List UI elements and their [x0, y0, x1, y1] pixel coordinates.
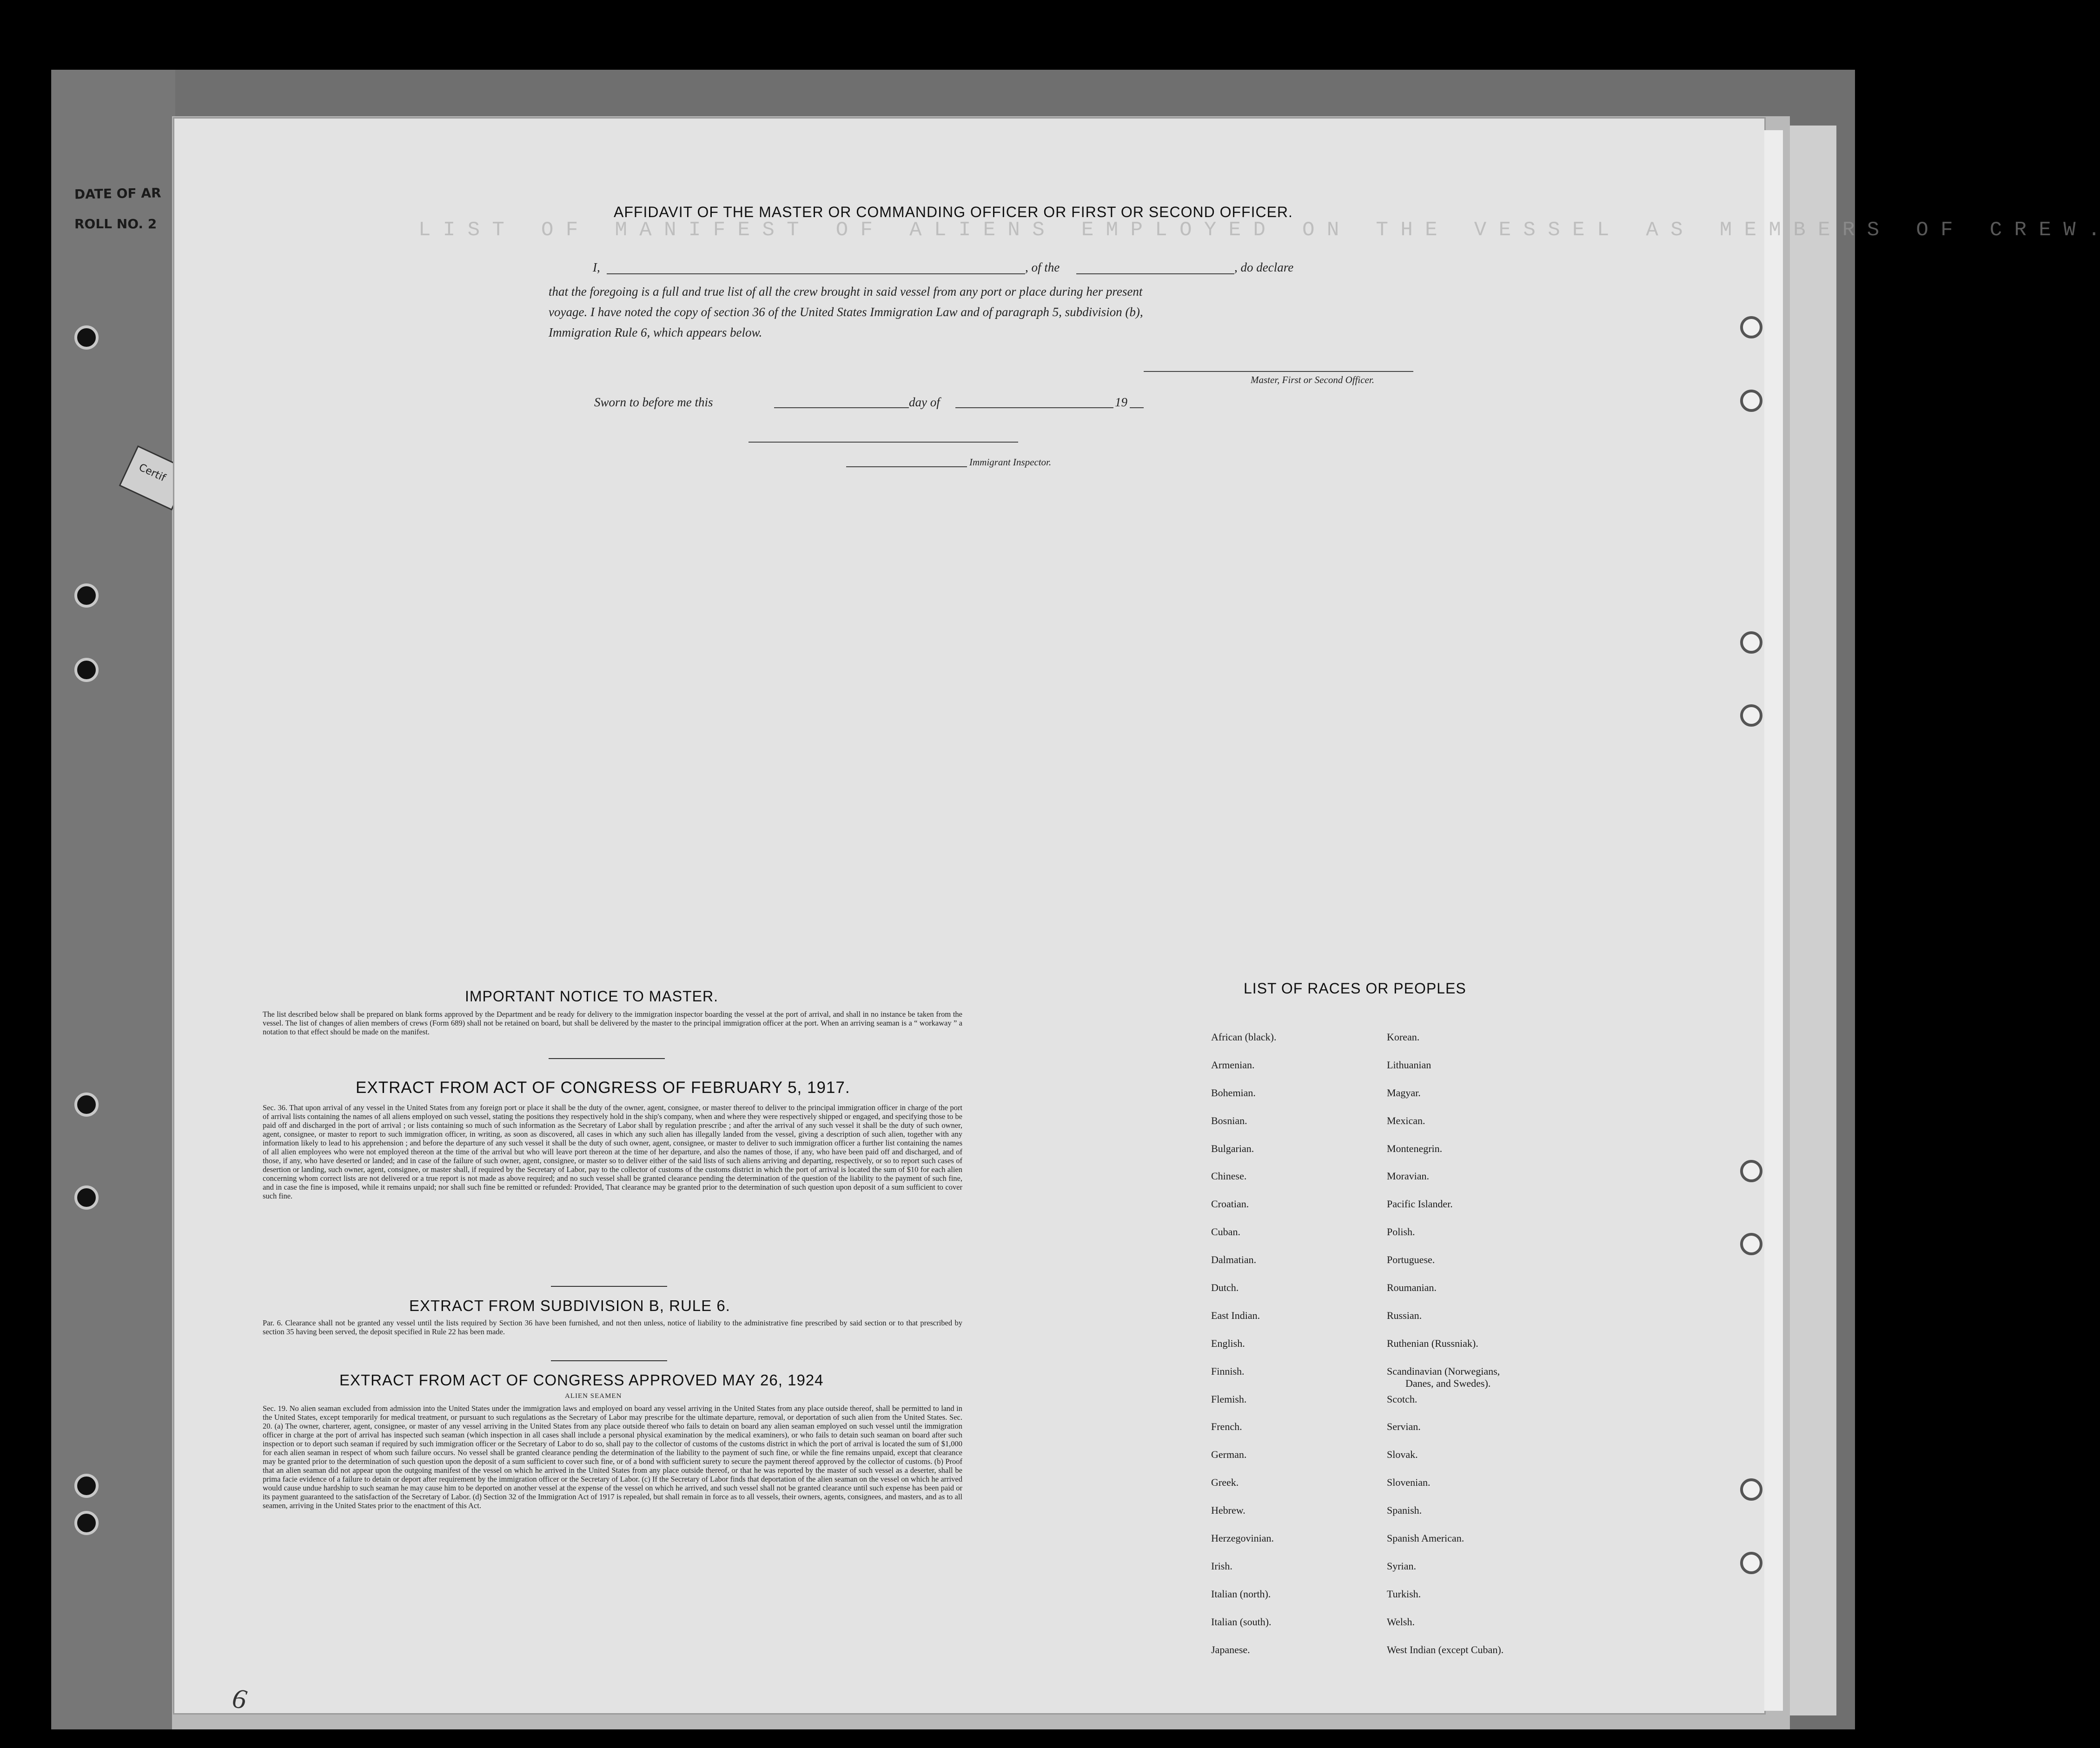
- punch-ring: [1740, 390, 1762, 412]
- extract-1917-body: Sec. 36. That upon arrival of any vessel in the United States from any foreign port or place it shall be the duty of the owner, agent, consignee, or master thereof to deliver to the principal immigration officer in charge of the port of arrival lists containing the names of all aliens employed on such vessel, stating the positions they respectively hold in the ship's company, when and where they were respectively shipped or engaged, and specifying those to be paid off and discharged in the port of arrival ; or lists containing so much of such information as the Secretary of Labor shall by regulation prescribe ; and after the arrival of any such vessel it shall be the duty of such owner, agent, consignee, or master to report to such immigration officer, in writing, as soon as discovered, all cases in which any such alien has illegally landed from the vessel, giving a description of such alien, together with any information likely to lead to his apprehension ; and before the departure of any such vessel it shall be the duty of such owner, agent, consignee, or master to deliver to such immigration officer a further list containing the names of all alien employees who were not employed thereon at the time of the arrival but who will leave port thereon at the time of her departure, and also the names of those, if any, who have been paid off and discharged, and of those, if any, who have deserted or landed; and in case of the failure of such owner, agent, consignee, or master so to deliver either of the said lists of such aliens arriving and departing, respectively, or so to report such cases of desertion or landing, such owner, agent, consignee, or master shall, if required by the Secretary of Labor, pay to the collector of customs of the customs district in which the port of arrival is located the sum of $10 for each alien concerning whom correct lists are not delivered or a true report is not made as above required; and no such vessel shall be granted clearance pending the determination of the question of the liability to the payment of such fine, and in case the fine is imposed, while it remains unpaid; nor shall such fine be remitted or refunded: Provided, That clearance may be granted prior to the determination of such question upon deposit of a sum sufficient to cover such fine.: [263, 1103, 962, 1200]
- race-item: Scandinavian (Norwegians,: [1387, 1365, 1500, 1377]
- bleed-through-heading: L I S T O F M A N I F E S T O F A L I E N S E M P L O Y E D O N T H E V E S S E L A S M E M B E R S O F C R E W .: [418, 218, 2100, 242]
- race-item: African (black).: [1211, 1031, 1277, 1043]
- race-item: Roumanian.: [1387, 1282, 1437, 1294]
- punch-ring: [1740, 1160, 1762, 1182]
- race-item: Welsh.: [1387, 1616, 1415, 1628]
- race-item: Finnish.: [1211, 1365, 1245, 1377]
- race-item: Italian (south).: [1211, 1616, 1272, 1628]
- race-item: Cuban.: [1211, 1226, 1240, 1238]
- race-item: Korean.: [1387, 1031, 1420, 1043]
- race-item: Portuguese.: [1387, 1254, 1435, 1266]
- race-item: Greek.: [1211, 1477, 1239, 1489]
- race-item: Servian.: [1387, 1421, 1421, 1433]
- sworn-month-blank: [955, 407, 1113, 408]
- race-item: Russian.: [1387, 1309, 1422, 1321]
- extract-1917-title: EXTRACT FROM ACT OF CONGRESS OF FEBRUARY 5, 1917.: [356, 1079, 850, 1097]
- punch-ring: [1740, 1478, 1762, 1501]
- race-item: Bohemian.: [1211, 1086, 1256, 1099]
- notice-title: IMPORTANT NOTICE TO MASTER.: [465, 988, 718, 1005]
- section-divider: [549, 1058, 665, 1059]
- extract-1924-title: EXTRACT FROM ACT OF CONGRESS APPROVED MAY 26, 1924: [339, 1371, 824, 1389]
- punch-ring: [1740, 704, 1762, 727]
- race-item: Flemish.: [1211, 1393, 1247, 1405]
- punch-hole: [74, 1474, 99, 1498]
- punch-hole: [74, 1511, 99, 1535]
- punch-ring: [1740, 631, 1762, 654]
- margin-note: 6: [230, 1682, 249, 1715]
- race-item: West Indian (except Cuban).: [1387, 1643, 1504, 1655]
- officer-signature-line: [1144, 371, 1413, 372]
- race-item: Pacific Islander.: [1387, 1198, 1453, 1210]
- races-title: LIST OF RACES OR PEOPLES: [1244, 980, 1466, 997]
- race-item: Danes, and Swedes).: [1405, 1377, 1491, 1389]
- name-blank: [607, 273, 1025, 274]
- race-item: Polish.: [1387, 1226, 1415, 1238]
- punch-hole: [74, 583, 99, 608]
- races-column-2: [1387, 1031, 1504, 1671]
- inspector-name-line: [846, 466, 967, 467]
- punch-hole: [74, 658, 99, 682]
- races-column-1: [1211, 1031, 1276, 1671]
- affidavit-line1-end: , do declare: [1234, 260, 1294, 274]
- race-item: German.: [1211, 1449, 1247, 1461]
- race-item: Croatian.: [1211, 1198, 1249, 1210]
- subdivision-body: Par. 6. Clearance shall not be granted any vessel until the lists required by Section 36 have been furnished, and not then unless, notice of liability to the administrative fine prescribed by said section or to that prescribed by section 35 having been served, the deposit specified in Rule 22 has been made.: [263, 1318, 962, 1336]
- race-item: Lithuanian: [1387, 1059, 1431, 1071]
- notice-body: The list described below shall be prepared on blank forms approved by the Department and be ready for delivery to the immigration inspector boarding the vessel at the port of arrival, and shall in no instance be taken from the vessel. The list of changes of alien members of crews (Form 689) shall not be retained on board, but shall be delivered by the master to the principal immigration officer at the port. When an arriving seaman is a “ workaway ” a notation to that effect should be made on the manifest.: [263, 1010, 962, 1036]
- punch-hole: [74, 1092, 99, 1117]
- inspector-caption: Immigrant Inspector.: [969, 457, 1052, 468]
- affidavit-line3: voyage. I have noted the copy of section 36 of the United States Immigration Law and of paragraph 5, subdivision (b),: [549, 305, 1143, 319]
- punch-ring: [1740, 1233, 1762, 1255]
- race-item: Bosnian.: [1211, 1114, 1247, 1126]
- sworn-date-blank: [774, 407, 909, 408]
- sworn-year: 19: [1115, 395, 1127, 409]
- race-item: Japanese.: [1211, 1643, 1250, 1655]
- affidavit-line1-mid: , of the: [1025, 260, 1060, 274]
- inspector-signature-line: [749, 442, 1018, 443]
- affidavit-line4: Immigration Rule 6, which appears below.: [549, 325, 762, 339]
- stamp-date-label: DATE OF AR: [74, 185, 161, 202]
- page-right-edge: [1764, 130, 1783, 1711]
- sworn-year-blank: [1130, 407, 1144, 408]
- race-item: Montenegrin.: [1387, 1142, 1443, 1154]
- race-item: English.: [1211, 1337, 1245, 1349]
- extract-1924-subtitle: ALIEN SEAMEN: [565, 1392, 622, 1400]
- punch-ring: [1740, 1552, 1762, 1574]
- race-item: Slovak.: [1387, 1449, 1418, 1461]
- race-item: Ruthenian (Russniak).: [1387, 1337, 1478, 1349]
- subdivision-title: EXTRACT FROM SUBDIVISION B, RULE 6.: [409, 1297, 730, 1314]
- left-binding-strip: [52, 70, 175, 1729]
- race-item: Syrian.: [1387, 1560, 1416, 1572]
- sworn-day-of: day of: [909, 395, 940, 409]
- race-item: Chinese.: [1211, 1170, 1247, 1182]
- race-item: Hebrew.: [1211, 1504, 1245, 1516]
- race-item: Turkish.: [1387, 1588, 1421, 1600]
- section-divider: [551, 1286, 667, 1287]
- race-item: French.: [1211, 1421, 1242, 1433]
- punch-hole: [74, 1185, 99, 1210]
- punch-ring: [1740, 316, 1762, 338]
- race-item: Moravian.: [1387, 1170, 1430, 1182]
- officer-caption: Master, First or Second Officer.: [1251, 374, 1374, 385]
- section-divider: [551, 1360, 667, 1361]
- certificate-tab-label: Certif: [137, 461, 167, 484]
- race-item: Italian (north).: [1211, 1588, 1271, 1600]
- race-item: Spanish American.: [1387, 1532, 1464, 1544]
- race-item: Scotch.: [1387, 1393, 1418, 1405]
- extract-1924-body: Sec. 19. No alien seaman excluded from admission into the United States under the immigration laws and employed on board any vessel arriving in the United States from any place outside thereof, shall be permitted to land in the United States, except temporarily for medical treatment, or pursuant to such regulations as the Secretary of Labor may prescribe for the ultimate departure, removal, or deportation of such alien from the United States. Sec. 20. (a) The owner, charterer, agent, consignee, or master of any vessel arriving in the United States from any place outside thereof who fails to detain on board any alien seaman employed on such vessel until the immigration officer in charge at the port of arrival has inspected such seaman (which inspection in all cases shall include a personal physical examination by the medical examiners), or who fails to detain such seaman on board after such inspection or to deport such seaman if required by such immigration officer or the Secretary of Labor to do so, shall pay to the collector of customs of the customs district in which the port of arrival is located the sum of $1,000 for each alien seaman in respect of whom such failure occurs. No vessel shall be granted clearance pending the determination of the liability to the payment of such fine, or while the fine remains unpaid, except that clearance may be granted prior to the determination of such question upon the deposit of a sum sufficient to cover such fine, or of a bond with sufficient surety to secure the payment thereof approved by the collector of customs. (b) Proof that an alien seaman did not appear upon the outgoing manifest of the vessel on which he arrived in the United States from any place outside thereof, or that he was reported by the master of such vessel as a deserter, shall be prima facie evidence of a failure to detain or deport after requirement by the immigration officer or the Secretary of Labor. (c) If the Secretary of Labor finds that deportation of the alien seaman on the vessel on which he arrived would cause undue hardship to such seaman he may cause him to be deported on another vessel at the expense of the vessel on which he arrived, and such vessel shall not be granted clearance until such expense has been paid or its payment guaranteed to the satisfaction of the Secretary of Labor. (d) Section 32 of the Immigration Act of 1917 is repealed, but shall remain in force as to all vessels, their owners, agents, consignees, and masters, and as to all seamen, arriving in the United States prior to the enactment of this Act.: [263, 1404, 962, 1510]
- affidavit-title: AFFIDAVIT OF THE MASTER OR COMMANDING OFFICER OR FIRST OR SECOND OFFICER.: [614, 204, 1293, 220]
- affidavit-line1-start: I,: [593, 260, 600, 274]
- race-item: East Indian.: [1211, 1309, 1260, 1321]
- stamp-roll-label: ROLL NO. 2: [74, 216, 157, 232]
- race-item: Irish.: [1211, 1560, 1232, 1572]
- race-item: Magyar.: [1387, 1086, 1421, 1099]
- race-item: Spanish.: [1387, 1504, 1422, 1516]
- race-item: Armenian.: [1211, 1059, 1255, 1071]
- punch-hole: [74, 325, 99, 350]
- affidavit-line2: that the foregoing is a full and true list of all the crew brought in said vessel from any port or place during her present: [549, 285, 1143, 298]
- race-item: Slovenian.: [1387, 1477, 1431, 1489]
- race-item: Dutch.: [1211, 1282, 1239, 1294]
- vessel-blank: [1076, 273, 1234, 274]
- race-item: Herzegovinian.: [1211, 1532, 1274, 1544]
- race-item: Bulgarian.: [1211, 1142, 1254, 1154]
- sworn-text: Sworn to before me this: [594, 395, 713, 409]
- race-item: Mexican.: [1387, 1114, 1425, 1126]
- race-item: Dalmatian.: [1211, 1254, 1257, 1266]
